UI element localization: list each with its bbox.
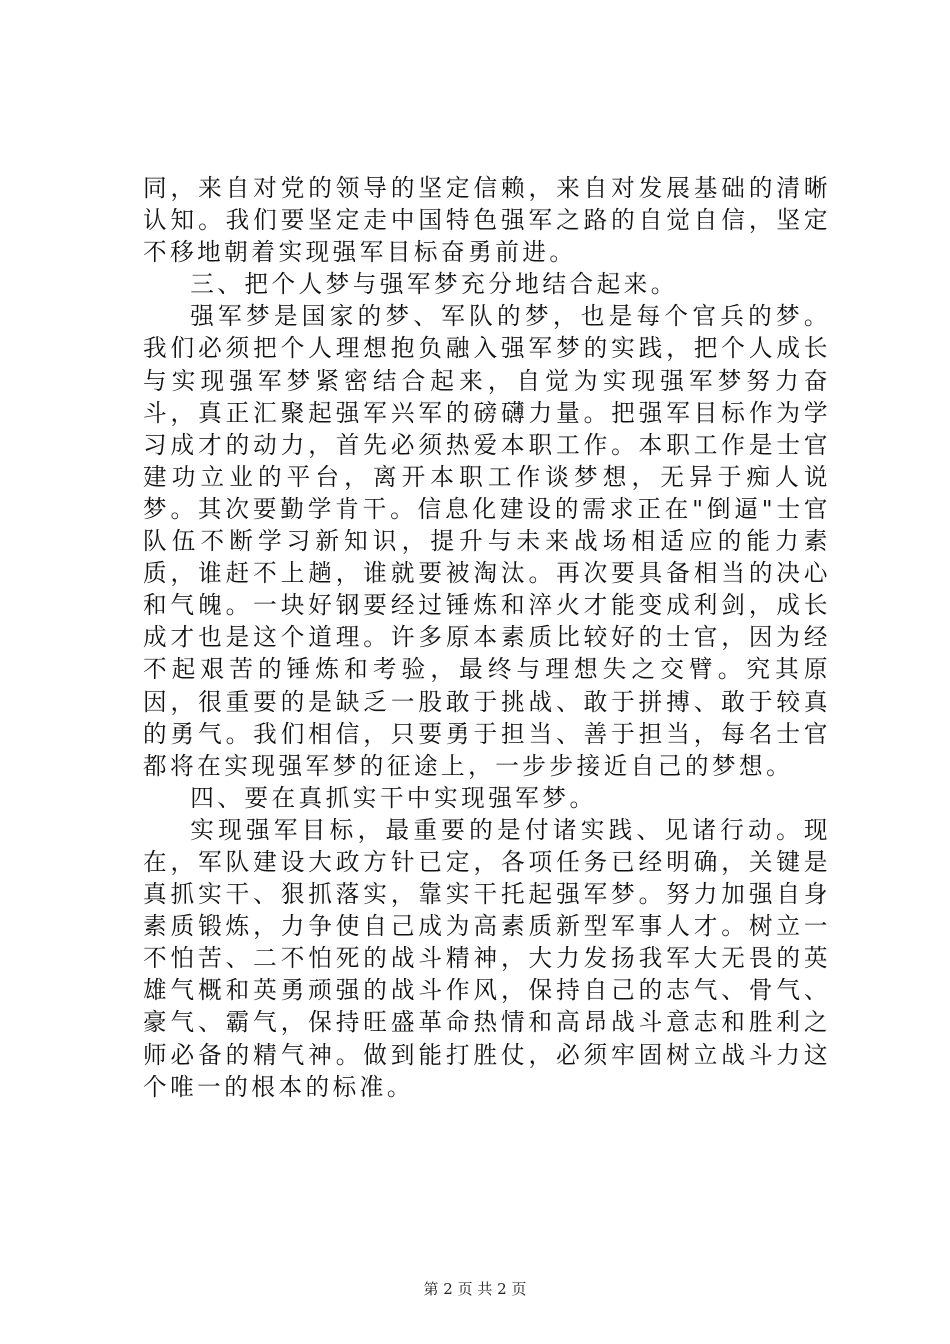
page-number-footer: 第 2 页 共 2 页 [423, 1280, 527, 1298]
document-body [143, 172, 831, 1103]
section-heading-four: 四、要在真抓实干中实现强军梦。 [190, 783, 597, 812]
section-heading-three: 三、把个人梦与强军梦充分地结合起来。 [190, 270, 678, 299]
paragraph-personal-dream: 强军梦是国家的梦、军队的梦，也是每个官兵的梦。我们必须把个人理想抱负融入强军梦的实践，把个人成长与实现强军梦紧密结合起来，自觉为实现强军梦努力奋斗，真正汇聚起强军兴军的磅礴力量。把强军目标作为学习成才的动力，首先必须热爱本职工作。本职工作是士官建功立业的平台，离开本职工作谈梦想，无异于痴人说梦。其次要勤学肯干。信息化建设的需求正在"倒逼"士官队伍不断学习新知识，提升与未来战场相适应的能力素质，谁赶不上趟，谁就要被淘汰。再次要具备相当的决心和气魄。一块好钢要经过锤炼和淬火才能变成利剑，成长成才也是这个道理。许多原本素质比较好的士官，因为经不起艰苦的锤炼和考验，最终与理想失之交臂。究其原因，很重要的是缺乏一股敢于挑战、敢于拼搏、敢于较真的勇气。我们相信，只要勇于担当、善于担当，每名士官都将在实现强军梦的征途上，一步步接近自己的梦想。 [143, 302, 831, 780]
paragraph-practical-action: 实现强军目标，最重要的是付诸实践、见诸行动。现在，军队建设大政方针已定，各项任务已经明确，关键是真抓实干、狠抓落实，靠实干托起强军梦。努力加强自身素质锻炼，力争使自己成为高素质新型军事人才。树立一不怕苦、二不怕死的战斗精神，大力发扬我军大无畏的英雄气概和英勇顽强的战斗作风，保持自己的志气、骨气、豪气、霸气，保持旺盛革命热情和高昂战斗意志和胜利之师必备的精气神。做到能打胜仗，必须牢固树立战斗力这个唯一的根本的标准。 [143, 815, 831, 1101]
paragraph-continuation: 同，来自对党的领导的坚定信赖，来自对发展基础的清晰认知。我们要坚定走中国特色强军之路的自觉自信，坚定不移地朝着实现强军目标奋勇前进。 [143, 174, 831, 267]
